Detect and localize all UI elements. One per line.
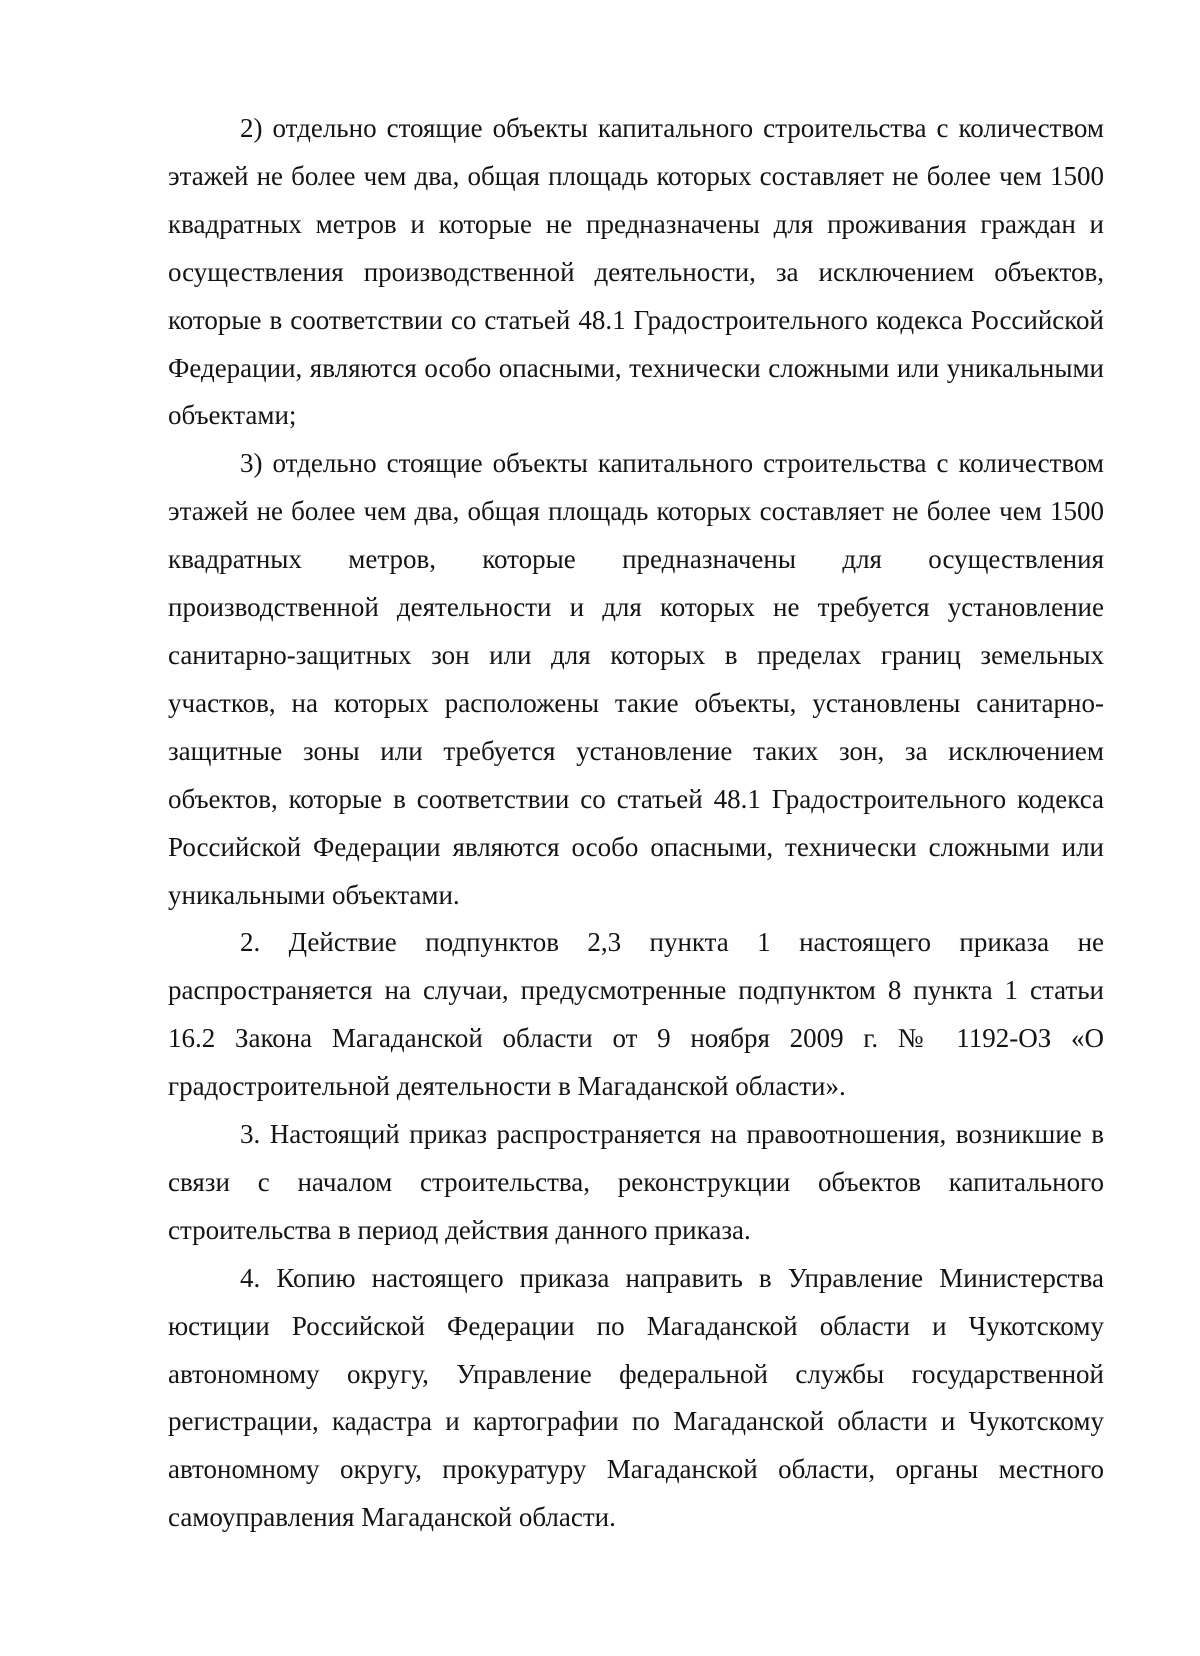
document-body [168,105,1104,1542]
paragraph-item-4: 4. Копию настоящего приказа направить в Управление Министерства юстиции Российской Федерации по Магаданской области и Чукотскому автономному округу, Управление федеральной службы государственной регистрации, кадастра и картографии по Магаданской области и Чукотскому автономному округу, прокуратуру Магаданской области, органы местного самоуправления Магаданской области. [168,1262,1104,1533]
paragraph-item-3: 3. Настоящий приказ распространяется на правоотношения, возникшие в связи с началом строительства, реконструкции объектов капитального строительства в период действия данного приказа. [168,1119,1104,1245]
paragraph-item-2: 2. Действие подпунктов 2,3 пункта 1 настоящего приказа не распространяется на случаи, предусмотренные подпунктом 8 пункта 1 статьи 16.2 Закона Магаданской области от 9 ноября 2009 г. № 1192-ОЗ «О градостроительной деятельности в Магаданской области». [168,927,1104,1102]
paragraph-subitem-3: 3) отдельно стоящие объекты капитального строительства с количеством этажей не более чем два, общая площадь которых составляет не более чем 1500 квадратных метров, которые предназначены для осуществления производственной деятельности и для которых не требуется установление санитарно-защитных зон или для которых в пределах границ земельных участков, на которых расположены такие объекты, установлены санитарно-защитные зоны или требуется установление таких зон, за исключением объектов, которые в соответствии со статьей 48.1 Градостроительного кодекса Российской Федерации являются особо опасными, технически сложными или уникальными объектами. [168,448,1104,910]
paragraph-subitem-2: 2) отдельно стоящие объекты капитального строительства с количеством этажей не более чем два, общая площадь которых составляет не более чем 1500 квадратных метров и которые не предназначены для проживания граждан и осуществления производственной деятельности, за исключением объектов, которые в соответствии со статьей 48.1 Градостроительного кодекса Российской Федерации, являются особо опасными, технически сложными или уникальными объектами; [168,113,1104,431]
